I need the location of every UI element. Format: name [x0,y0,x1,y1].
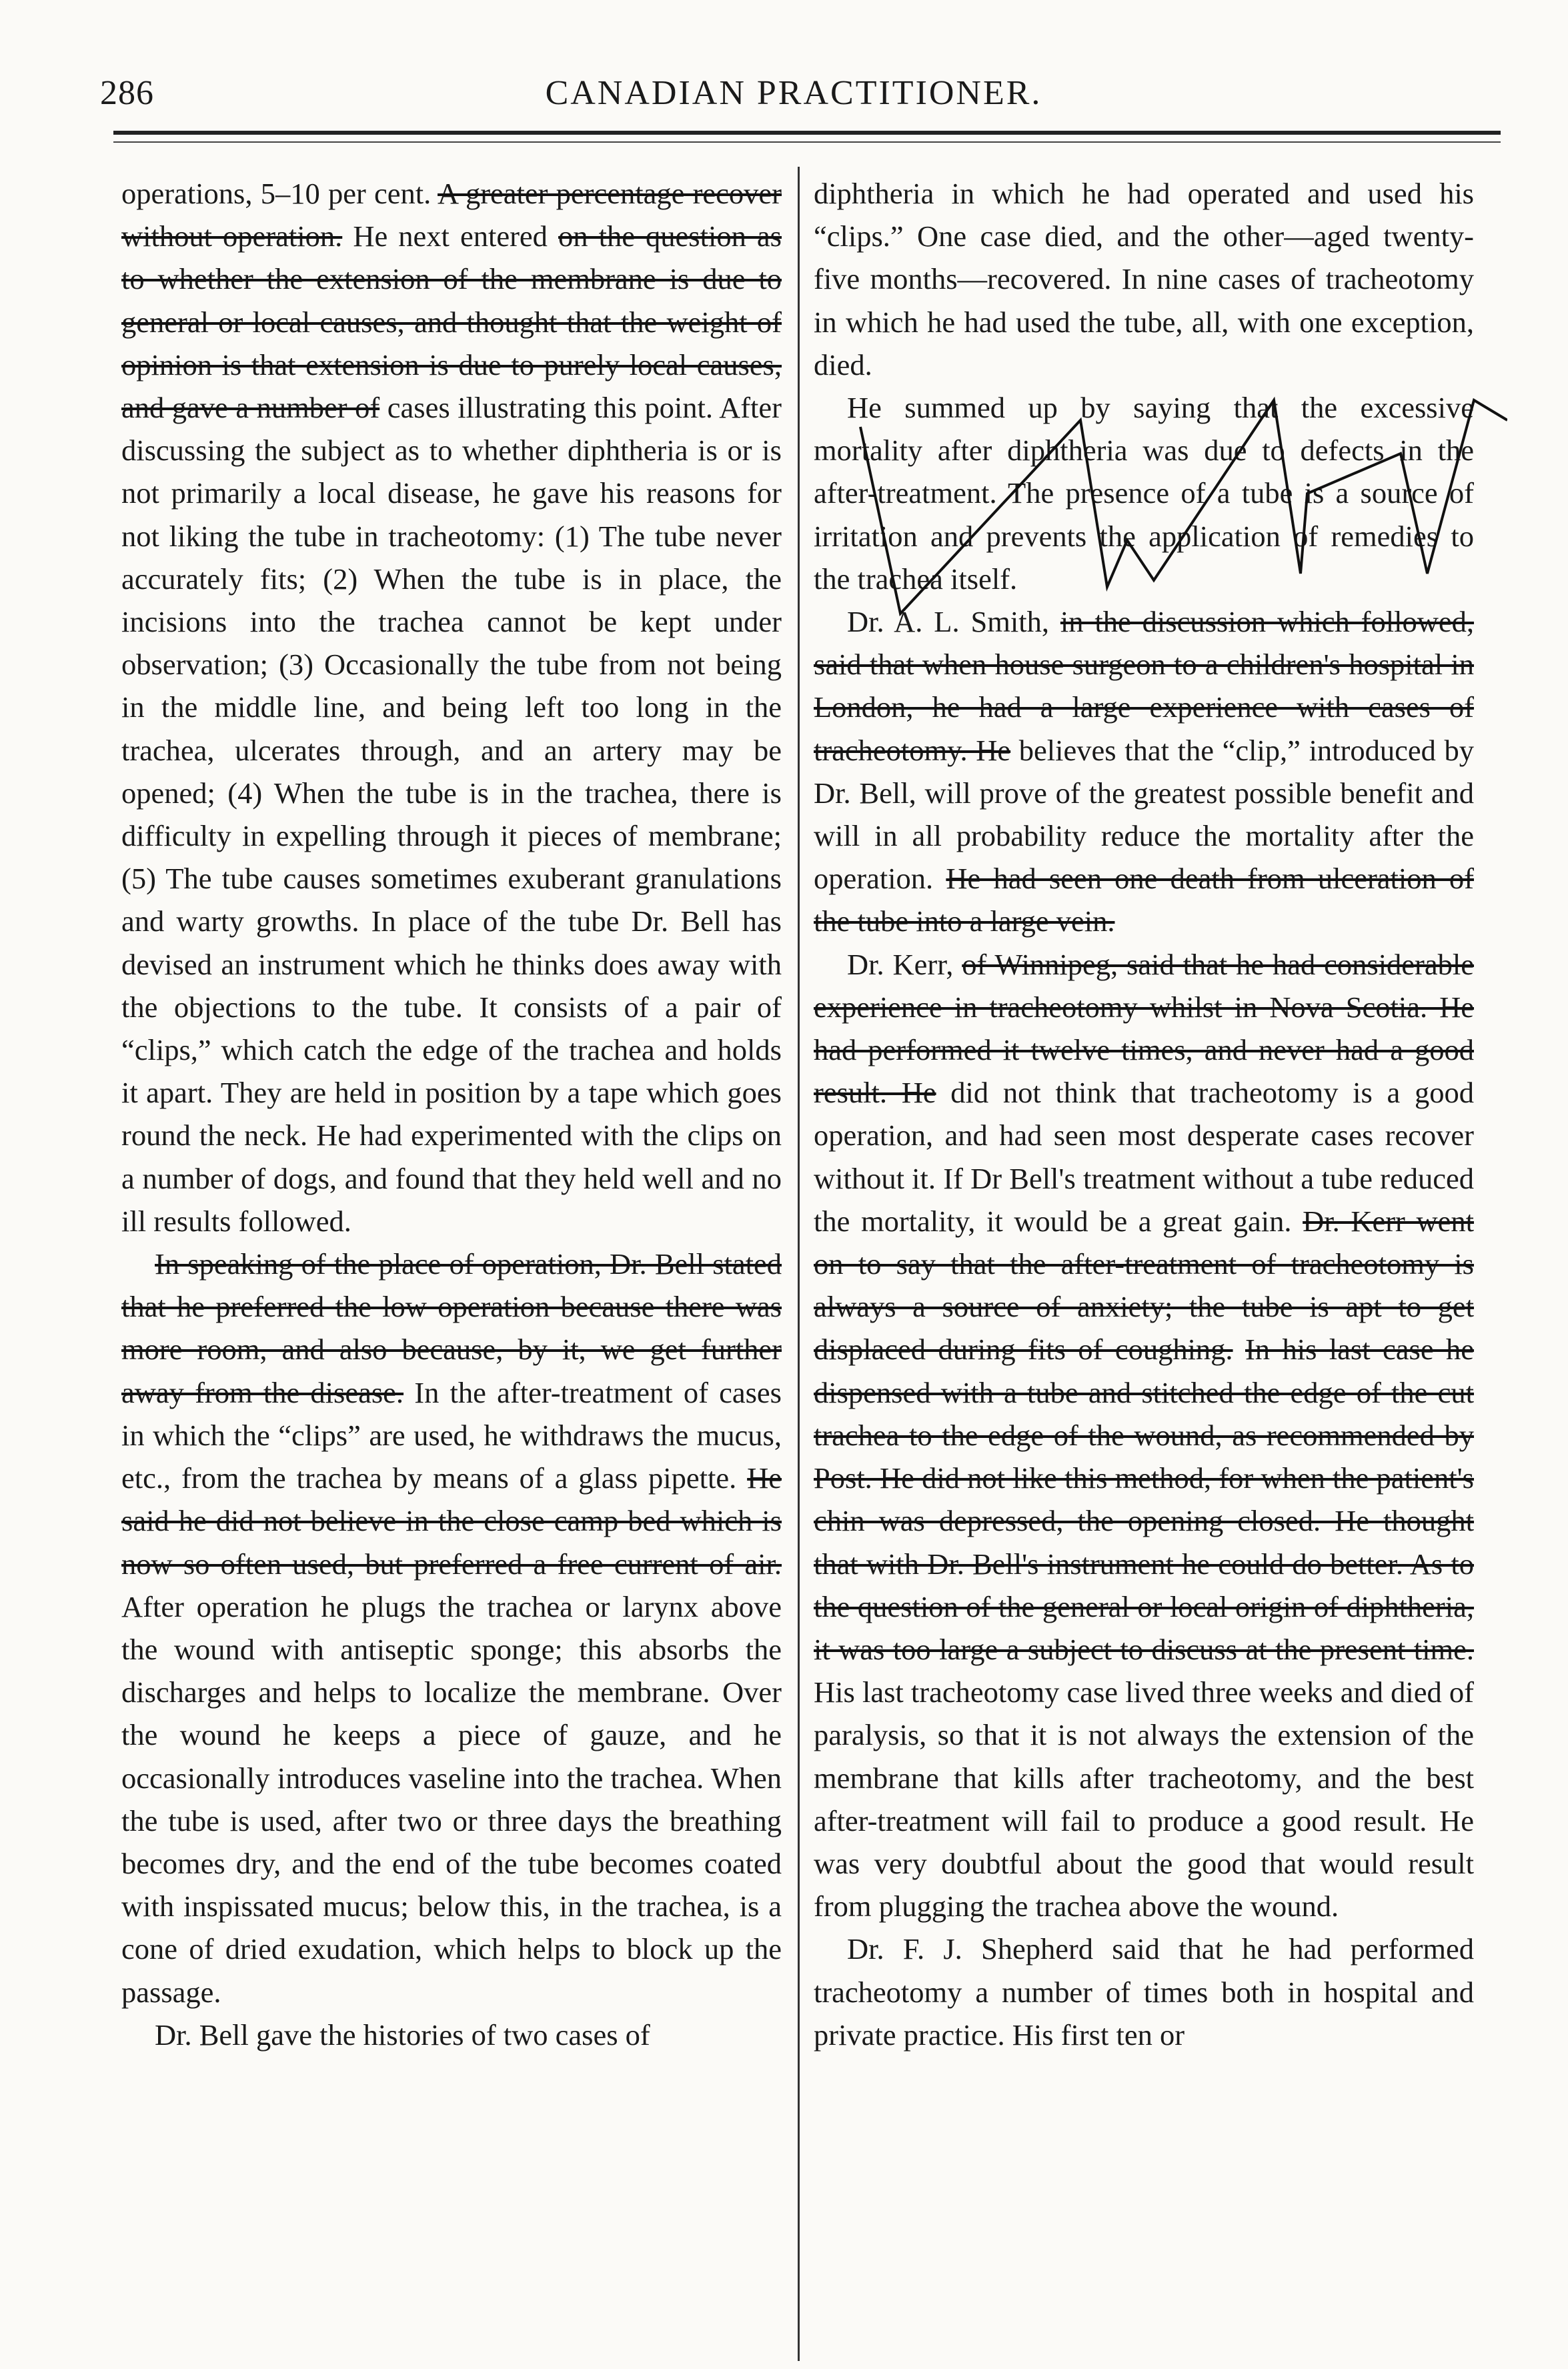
struck-text: In speaking of the place of operation, Dr. Bell stated that he preferred the low operation because there was more room, and also because, by it, we get further away from the disease. [121,1247,782,1409]
body-text: cases illustrating this point. After discussing the subject as to whether diphtheria is or is not primarily a local disease, he gave his reasons for not liking the tube in tracheotomy: (1) The tube never accurately fits; (2) When the tube is in place, the incisions into the trachea cannot be kept under observation; (3) Occasionally the tube from not being in the middle line, and being left too long in the trachea, ulcerates through, and an artery may be opened; (4) When the tube is in the trachea, there is difficulty in expelling through it pieces of membrane; (5) The tube causes sometimes exuberant granulations and warty growths. In place of the tube Dr. Bell has devised an instrument which he thinks does away with the objections to the tube. It consists of a pair of “clips,” which catch the edge of the trachea and holds it apart. They are held in position by a tape which goes round the neck. He had experimented with the clips on a number of dogs, and found that they held well and no ill results followed. [121,391,782,1238]
struck-text: He had seen one death from ulceration of the tube into a large vein. [814,862,1474,938]
struck-text: of Winnipeg, said that he had considerable experience in tracheotomy whilst in Nova Scotia. He had performed it twelve times, and never had a good result. He [814,947,1474,1110]
struck-text: He said he did not believe in the close camp bed which is now so often used, but preferred a free current of air. [121,1461,782,1581]
header-rule-thick [113,131,1501,135]
body-text: Dr. A. L. Smith, [847,605,1060,639]
paragraph: Dr. Bell gave the histories of two cases of [155,2018,650,2052]
page-header [80,61,1507,121]
body-text: After operation he plugs the trachea or larynx above the wound with antiseptic sponge; this absorbs the discharges and helps to localize the membrane. Over the wound he keeps a piece of gauze, and he occasionally introduces vaseline into the trachea. When the tube is used, after two or three days the breathing becomes dry, and the end of the tube becomes coated with inspissated mucus; below this, in the trachea, is a cone of dried exudation, which helps to block up the passage. [121,1589,782,2009]
header-rule-thin [113,141,1501,143]
struck-text: in the discussion which followed, said that when house surgeon to a children's hospital in London, he had a large experience with cases of tracheotomy. He [814,605,1474,767]
body-text: His last tracheotomy case lived three weeks and died of paralysis, so that it is not always the extension of the membrane that kills after tracheotomy, and the best after-treatment will fail to produce a good result. He was very doubtful about the good that would result from plugging the trachea above the wound. [814,1675,1474,1923]
right-column [814,172,1474,2056]
paragraph: diphtheria in which he had operated and used his “clips.” One case died, and the other—aged twenty-five months—recovered. In nine cases of tracheotomy in which he had used the tube, all, with one exception, died. [814,177,1474,381]
body-text: He next entered [342,219,559,253]
column-divider [798,167,800,2361]
body-text: Dr. Kerr, [847,947,962,981]
paragraph: He summed up by saying that the excessive mortality after diphtheria was due to defects in the after-treatment. The presence of a tube is a source of irritation and prevents the application of remedies to the trachea itself. [814,391,1474,596]
paragraph: Dr. F. J. Shepherd said that he had performed tracheotomy a number of times both in hospital and private practice. His first ten or [814,1932,1474,2052]
left-column [121,172,782,2056]
body-text: believes that the “clip,” introduced by Dr. Bell, will prove of the greatest possible benefit and will in all probability reduce the mortality after the operation. [814,733,1474,896]
struck-text: In his last case he dispensed with a tube and stitched the edge of the cut trachea to the edge of the wound, as recommended by Post. He did not like this method, for when the patient's chin was depressed, the opening closed. He thought that with Dr. Bell's instrument he could do better. As to the question of the general or local origin of diphtheria, it was too large a subject to discuss at the present time. [814,1333,1475,1666]
paragraph [814,943,1474,1928]
running-title: CANADIAN PRACTITIONER. [545,74,1042,112]
paragraph [121,1243,782,2014]
body-text: did not think that tracheotomy is a good operation, and had seen most desperate cases recover without it. If Dr Bell's treatment without a tube reduced the mortality, it would be a great gain. [814,1076,1474,1238]
body-text: In the after-treatment of cases in which the “clips” are used, he withdraws the mucus, etc., from the trachea by means of a glass pipette. [121,1375,782,1495]
struck-text: A greater percentage recover without operation. [121,177,782,253]
struck-text: Dr. Kerr went on to say that the after-treatment of tracheotomy is always a source of anxiety; the tube is apt to get displaced during fits of coughing. [814,1204,1474,1367]
struck-text: on the question as to whether the extension of the membrane is due to general or local causes, and thought that the weight of opinion is that extension is due to purely local causes, and gave a number of [121,219,782,425]
paragraph [814,600,1474,943]
body-text: operations, 5–10 per cent. [121,177,438,210]
body-text [1233,1333,1245,1366]
page-number: 286 [100,74,154,112]
paragraph [121,172,782,1243]
